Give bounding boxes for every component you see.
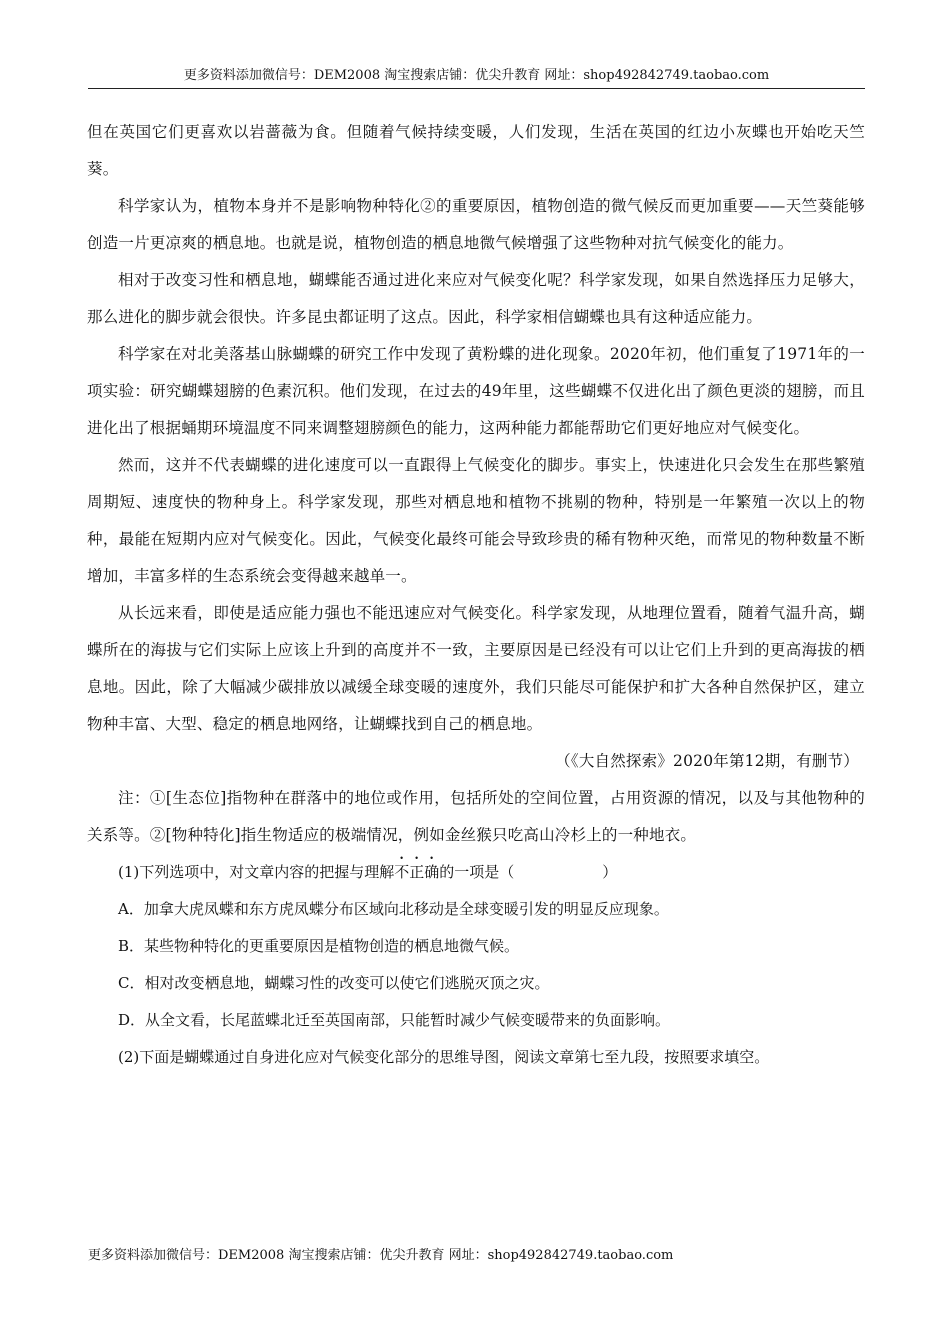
paragraph: 相对于改变习性和栖息地，蝴蝶能否通过进化来应对气候变化呢？科学家发现，如果自然选择压力足够大，那么进化的脚步就会很快。许多昆虫都证明了这点。因此，科学家相信蝴蝶也具有这种适应能力。 [87, 271, 865, 326]
footer-text: 更多资料添加微信号：DEM2008 淘宝搜索店铺：优尖升教育 网址：shop492842749.taobao.com [88, 1248, 674, 1263]
paragraph: 科学家在对北美落基山脉蝴蝶的研究工作中发现了黄粉蝶的进化现象。2020年初，他们重复了1971年的一项实验：研究蝴蝶翅膀的色素沉积。他们发现，在过去的49年里，这些蝴蝶不仅进化出了颜色更淡的翅膀，而且进化出了根据蛹期环境温度不同来调整翅膀颜色的能力，这两种能力都能帮助它们更好地应对气候变化。 [87, 345, 865, 437]
article-note: 注：①[生态位]指物种在群落中的地位或作用，包括所处的空间位置，占用资源的情况，以及与其他物种的关系等。②[物种特化]指生物适应的极端情况，例如金丝猴只吃高山冷杉上的一种地衣。 [87, 789, 865, 844]
paragraph: 科学家认为，植物本身并不是影响物种特化②的重要原因，植物创造的微气候反而更加重要——天竺葵能够创造一片更凉爽的栖息地。也就是说，植物创造的栖息地微气候增强了这些物种对抗气候变化的能力。 [87, 197, 865, 252]
article-source: （《大自然探索》2020年第12期，有删节） [555, 752, 859, 770]
option-a: A．加拿大虎凤蝶和东方虎凤蝶分布区域向北移动是全球变暖引发的明显反应现象。 [118, 900, 669, 918]
q1-stem-before: (1)下列选项中，对文章内容的把握与理解 [118, 863, 395, 881]
q1-stem-emphasis: 不正确 [394, 863, 440, 881]
header-text: 更多资料添加微信号：DEM2008 淘宝搜索店铺：优尖升教育 网址：shop492842749.taobao.com [183, 68, 770, 83]
question-1-stem [87, 854, 865, 891]
option-d: D．从全文看，长尾蓝蝶北迁至英国南部，只能暂时减少气候变暖带来的负面影响。 [118, 1011, 671, 1029]
page-header [88, 67, 865, 89]
question-2-stem: (2)下面是蝴蝶通过自身进化应对气候变化部分的思维导图，阅读文章第七至九段，按照要求填空。 [118, 1048, 770, 1066]
paragraph: 然而，这并不代表蝴蝶的进化速度可以一直跟得上气候变化的脚步。事实上，快速进化只会发生在那些繁殖周期短、速度快的物种身上。科学家发现，那些对栖息地和植物不挑剔的物种，特别是一年繁殖一次以上的物种，最能在短期内应对气候变化。因此，气候变化最终可能会导致珍贵的稀有物种灭绝，而常见的物种数量不断增加，丰富多样的生态系统会变得越来越单一。 [87, 456, 865, 585]
page-footer [88, 1247, 673, 1265]
option-b: B．某些物种特化的更重要原因是植物创造的栖息地微气候。 [118, 937, 520, 955]
option-c: C．相对改变栖息地，蝴蝶习性的改变可以使它们逃脱灭顶之灾。 [118, 974, 550, 992]
article-body [87, 114, 865, 1076]
q1-stem-close: ） [602, 863, 618, 881]
paragraph: 从长远来看，即使是适应能力强也不能迅速应对气候变化。科学家发现，从地理位置看，随着气温升高，蝴蝶所在的海拔与它们实际上应该上升到的高度并不一致，主要原因是已经没有可以让它们上升到的更高海拔的栖息地。因此，除了大幅减少碳排放以减缓全球变暖的速度外，我们只能尽可能保护和扩大各种自然保护区，建立物种丰富、大型、稳定的栖息地网络，让蝴蝶找到自己的栖息地。 [87, 604, 865, 733]
paragraph: 但在英国它们更喜欢以岩蔷薇为食。但随着气候持续变暖，人们发现，生活在英国的红边小灰蝶也开始吃天竺葵。 [87, 123, 865, 178]
q1-stem-after: 的一项是（ [439, 863, 515, 881]
